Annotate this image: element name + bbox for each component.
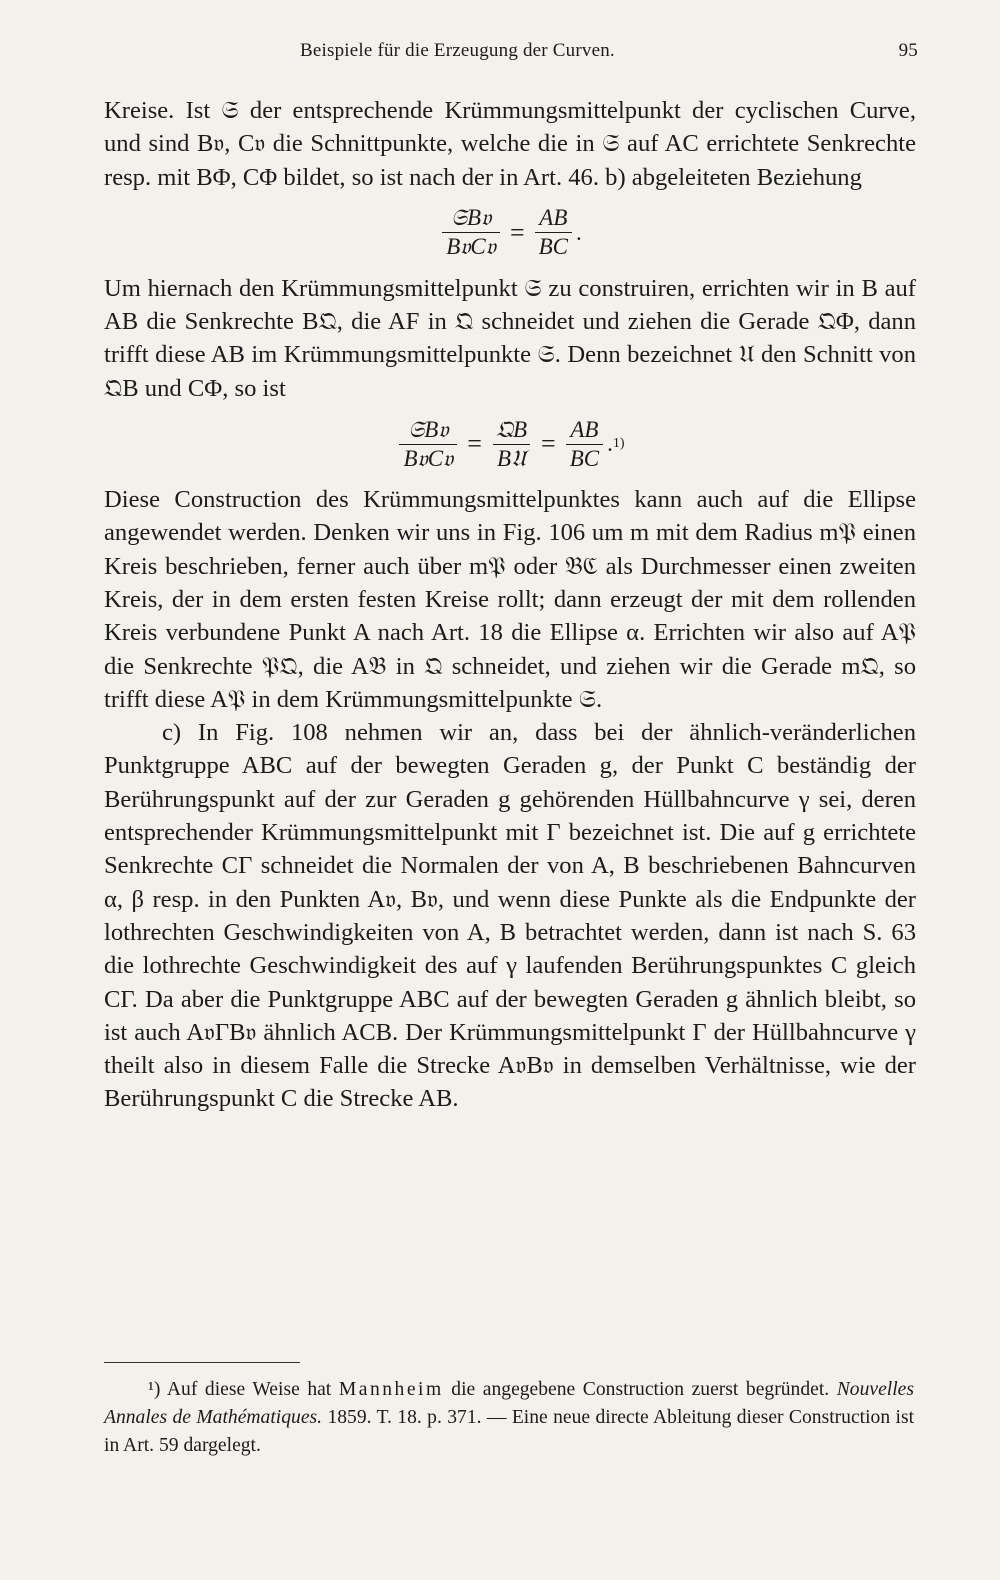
formula-1: [104, 194, 916, 272]
body-text: [104, 94, 916, 1116]
header-title: Beispiele für die Erzeugung der Curven.: [300, 40, 615, 61]
paragraph-4: c) In Fig. 108 nehmen wir an, dass bei der ähnlich-veränderlichen Punktgruppe ABC auf der bewegten Geraden g, der Punkt C beständig der Berührungspunkt auf der zur Geraden g gehörenden Hüllbahncurve γ sei, deren entsprechender Krümmungsmittelpunkt mit Γ bezeichnet ist. Die auf g errichtete Senkrechte CΓ schneidet die Normalen der von A, B beschriebenen Bahncurven α, β resp. in den Punkten A𝔳, B𝔳, und wenn diese Punkte als die Endpunkte der lothrechten Geschwindigkeiten von A, B betrachtet werden, dann ist nach S. 63 die lothrechte Geschwindigkeit des auf γ laufenden Berührungspunktes C gleich CΓ. Da aber die Punktgruppe ABC auf der bewegten Geraden g ähnlich bleibt, so ist auch A𝔳ΓB𝔳 ähnlich ACB. Der Krümmungsmittelpunkt Γ der Hüllbahncurve γ theilt also in diesem Falle die Strecke A𝔳B𝔳 in demselben Verhältnisse, wie der Berührungspunkt C die Strecke AB.: [104, 719, 916, 1113]
footnote-text-c: 1859. T. 18. p. 371. — Eine neue directe Ableitung dieser Construction ist in Art. 59 dargelegt.: [104, 1407, 915, 1456]
numerator: 𝔖B𝔳: [450, 205, 492, 231]
equals-sign: =: [541, 429, 556, 459]
paragraph-2: Um hiernach den Krümmungsmittelpunkt 𝔖 zu construiren, errichten wir in B auf AB die Senkrechte B𝔔, die AF in 𝔔 schneidet und ziehen die Gerade 𝔔Φ, dann trifft diese AB im Krümmungsmittelpunkte 𝔖. Denn bezeichnet 𝔘 den Schnitt von 𝔔B und CΦ, so ist: [104, 274, 916, 402]
fraction-1b: [535, 204, 572, 261]
equals-sign: =: [509, 218, 525, 248]
paragraph-1: Kreise. Ist 𝔖 der entsprechende Krümmungsmittelpunkt der cyclischen Curve, und sind B𝔳, C𝔳 die Schnittpunkte, welche die in 𝔖 auf AC errichtete Senkrechte resp. mit BΦ, CΦ bildet, so ist nach der in Art. 46. b) abgeleiteten Beziehung: [104, 97, 916, 191]
footnote-author: Mannheim: [338, 1379, 444, 1400]
fraction-2a: [399, 416, 457, 473]
fraction-1a: [442, 204, 500, 261]
fraction-2c: [566, 416, 603, 473]
numerator: AB: [570, 416, 599, 442]
footnote-text-b: die angegebene Construction zuerst begründet.: [451, 1379, 830, 1400]
formula-period: .: [607, 431, 613, 457]
denominator: B𝔳C𝔳: [399, 444, 457, 473]
paragraph-3: Diese Construction des Krümmungsmittelpunktes kann auch auf die Ellipse angewendet werden. Denken wir uns in Fig. 106 um m mit dem Radius m𝔓 einen Kreis beschrieben, ferner auch über m𝔓 oder 𝔅ℭ als Durchmesser einen zweiten Kreis, der in dem ersten festen Kreise rollt; dann erzeugt der mit dem rollenden Kreis verbundene Punkt A nach Art. 18 die Ellipse α. Errichten wir also auf A𝔓 die Senkrechte 𝔓𝔔, die A𝔅 in 𝔔 schneidet, und ziehen wir die Gerade m𝔔, so trifft diese A𝔓 in dem Krümmungsmittelpunkte 𝔖.: [104, 486, 916, 713]
footnote-reference: 1): [612, 436, 625, 452]
denominator: B𝔳C𝔳: [442, 232, 500, 261]
numerator: 𝔖B𝔳: [408, 416, 449, 442]
footnote: [104, 1376, 914, 1460]
numerator: AB: [539, 205, 568, 231]
footnote-separator: [104, 1362, 300, 1363]
footnote-text-a: Auf diese Weise hat: [166, 1379, 332, 1400]
numerator: 𝔔B: [495, 416, 528, 442]
denominator: B𝔘: [493, 444, 530, 473]
formula-period: .: [576, 220, 582, 246]
fraction-2b: [492, 416, 531, 473]
equals-sign: =: [467, 429, 482, 459]
denominator: BC: [566, 444, 603, 473]
denominator: BC: [535, 232, 572, 261]
formula-2: [104, 405, 916, 483]
footnote-journal: Nouvelles Annales de Mathématiques.: [104, 1379, 914, 1428]
running-header: [300, 40, 918, 62]
page-number: 95: [898, 40, 918, 61]
footnote-mark: ¹): [148, 1379, 161, 1400]
